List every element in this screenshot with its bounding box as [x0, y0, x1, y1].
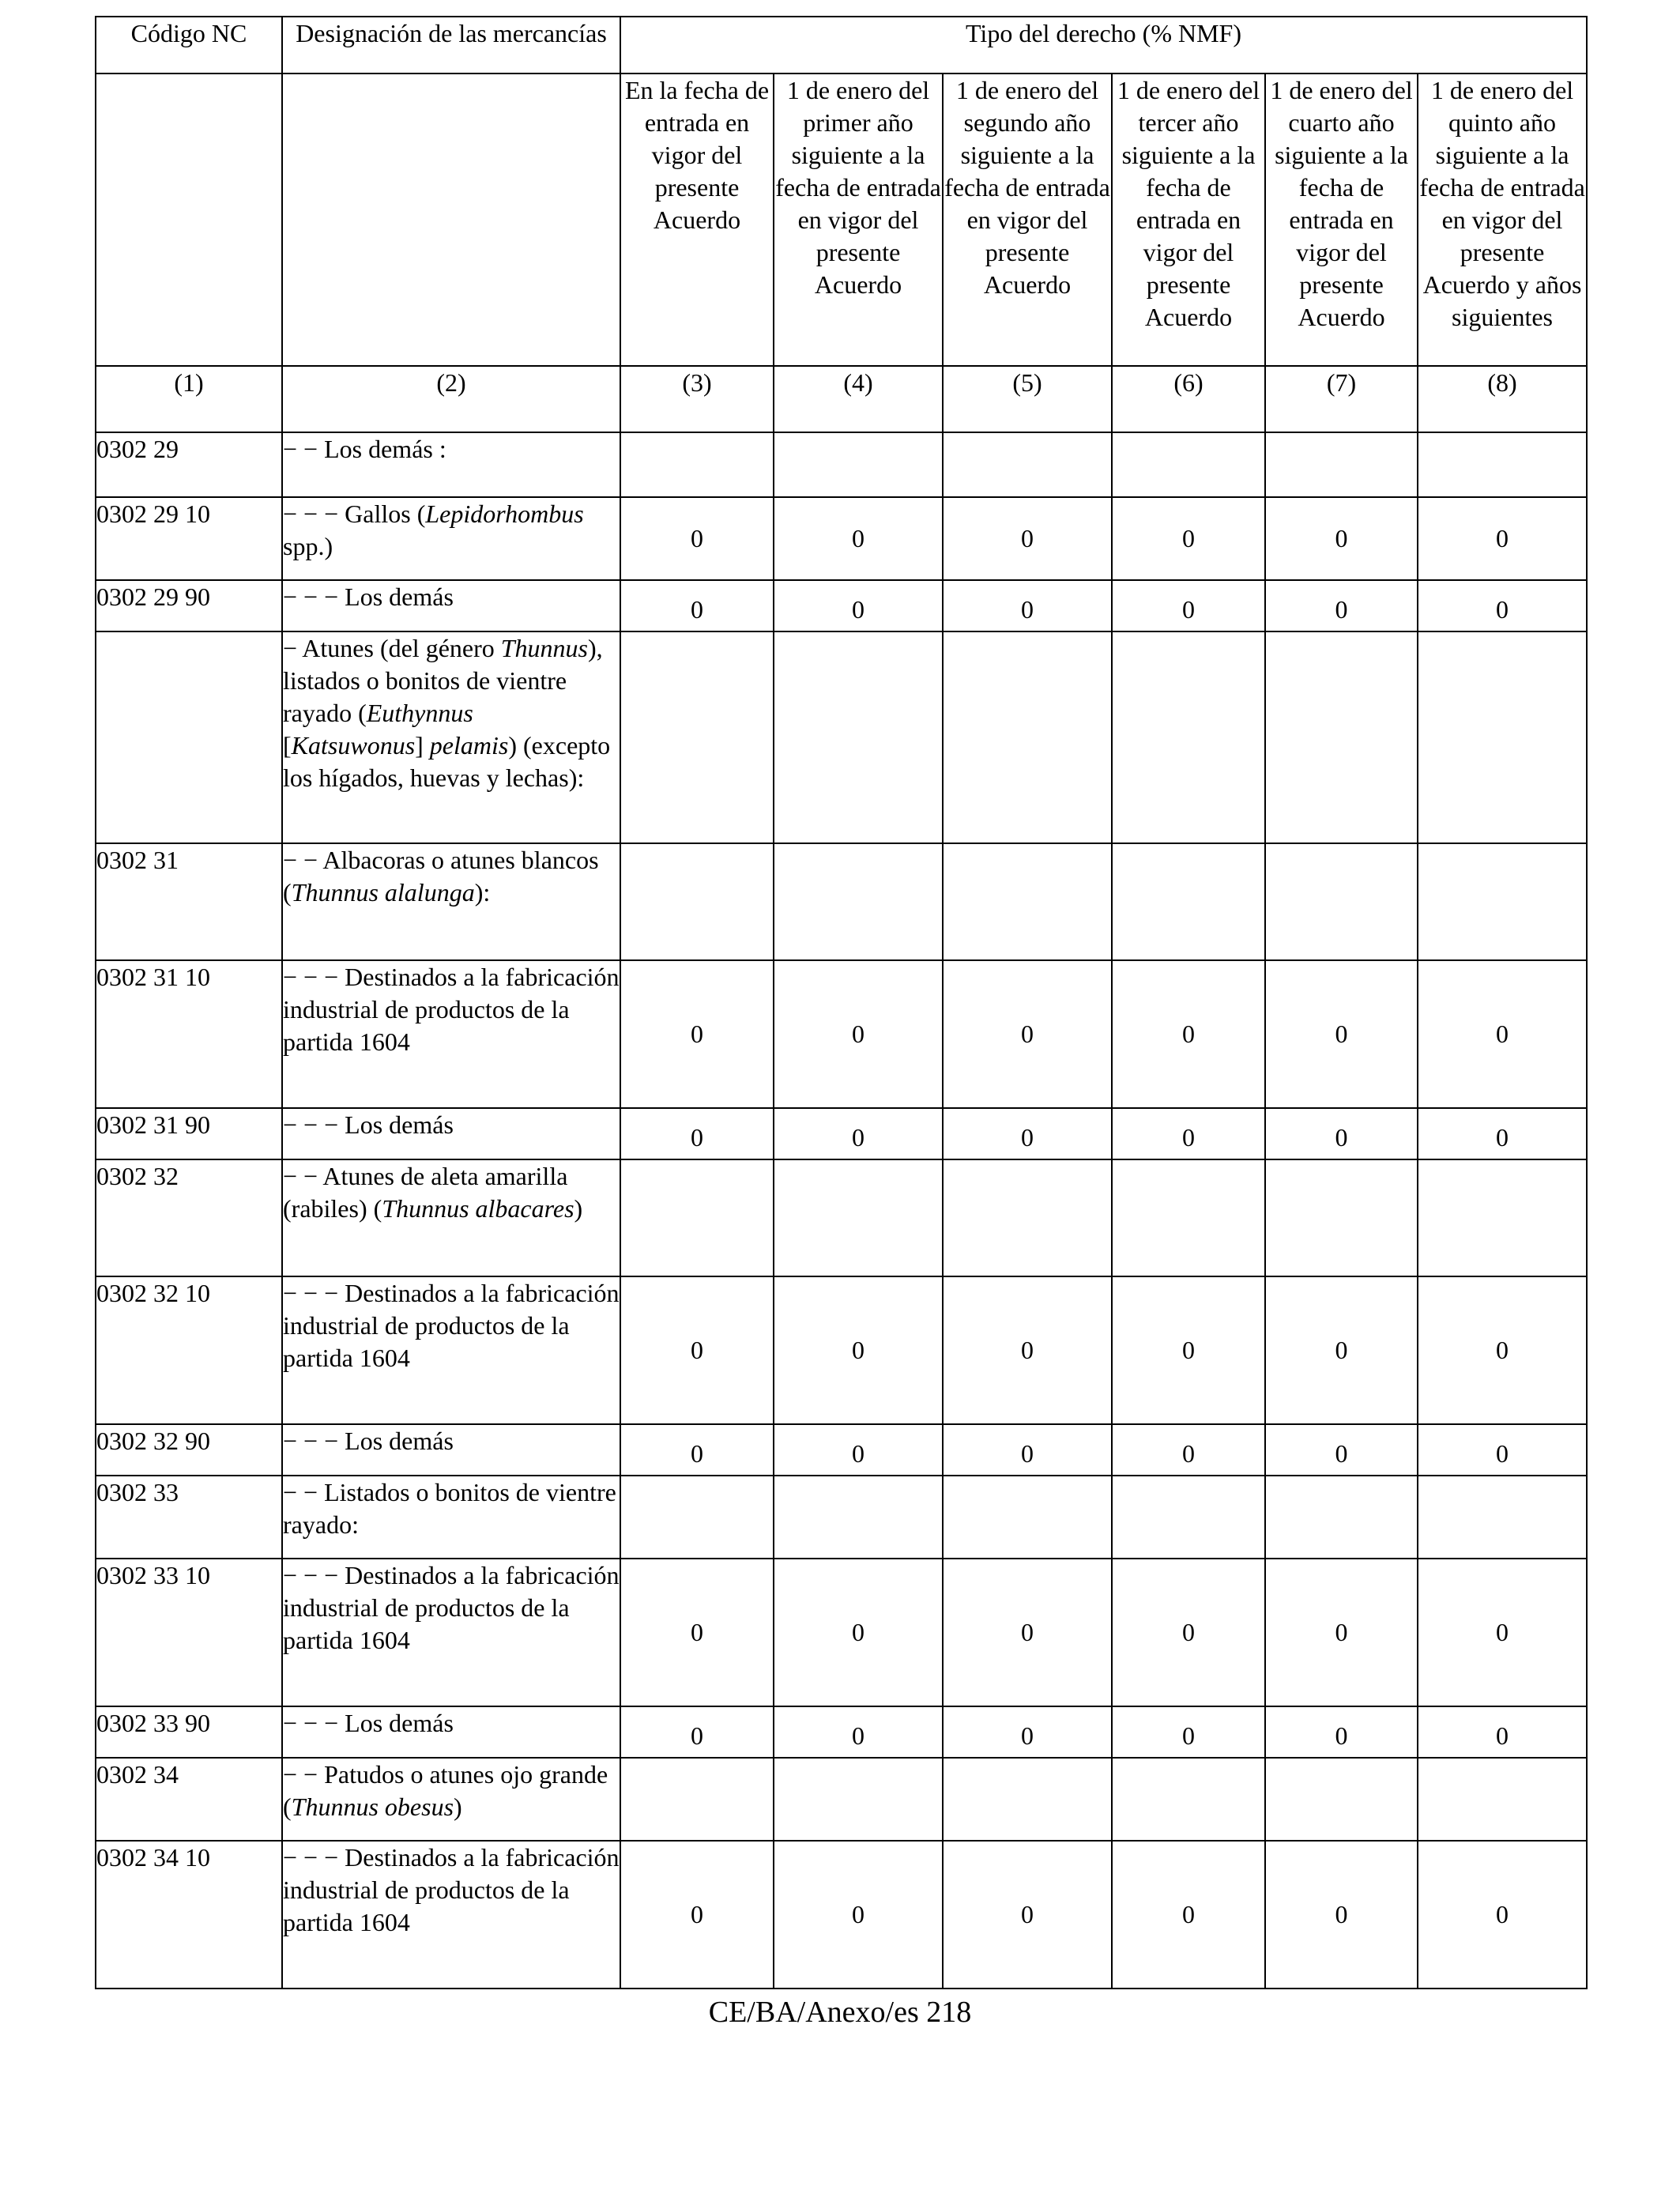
cn-code: 0302 32 90 [96, 1424, 282, 1476]
duty-rate: 0 [1112, 1276, 1265, 1424]
duty-rate [1112, 1476, 1265, 1559]
duty-rate: 0 [943, 1424, 1112, 1476]
duty-rate: 0 [620, 1424, 774, 1476]
goods-description: − − − Destinados a la fabricación industrial de productos de la partida 1604 [282, 1841, 620, 1989]
goods-description: − − Atunes de aleta amarilla (rabiles) (Thunnus albacares) [282, 1159, 620, 1276]
goods-description: − − Los demás : [282, 432, 620, 497]
duty-rate: 0 [1418, 1108, 1587, 1159]
duty-rate [1265, 1758, 1418, 1841]
table-row [96, 497, 1587, 580]
table-row [96, 843, 1587, 960]
duty-rate [943, 1758, 1112, 1841]
table-row [96, 580, 1587, 631]
col-number: (2) [282, 366, 620, 432]
col-number: (8) [1418, 366, 1587, 432]
cn-code: 0302 29 10 [96, 497, 282, 580]
duty-rate: 0 [1418, 1559, 1587, 1706]
goods-description: − − − Destinados a la fabricación industrial de productos de la partida 1604 [282, 1559, 620, 1706]
header-description: Designación de las mercancías [282, 17, 620, 74]
duty-rate: 0 [774, 1706, 943, 1758]
col-number: (1) [96, 366, 282, 432]
duty-rate: 0 [943, 1841, 1112, 1989]
duty-rate [1418, 1159, 1587, 1276]
duty-rate: 0 [1112, 1706, 1265, 1758]
duty-rate [1418, 1758, 1587, 1841]
cn-code: 0302 33 10 [96, 1559, 282, 1706]
goods-description: − − − Destinados a la fabricación industrial de productos de la partida 1604 [282, 960, 620, 1108]
cn-code [96, 631, 282, 843]
duty-rate: 0 [774, 1276, 943, 1424]
duty-rate: 0 [774, 1424, 943, 1476]
duty-rate [620, 1159, 774, 1276]
col-number: (6) [1112, 366, 1265, 432]
duty-rate: 0 [1265, 1276, 1418, 1424]
page-footer: CE/BA/Anexo/es 218 [708, 1996, 972, 2029]
duty-rate: 0 [1265, 580, 1418, 631]
duty-rate: 0 [943, 960, 1112, 1108]
table-row [96, 1159, 1587, 1276]
duty-rate: 0 [1112, 497, 1265, 580]
duty-rate [774, 631, 943, 843]
duty-rate [943, 631, 1112, 843]
duty-rate: 0 [1265, 1706, 1418, 1758]
duty-rate: 0 [620, 1841, 774, 1989]
header-stage: 1 de enero del tercer año siguiente a la fecha de entrada en vigor del presente Acuerdo [1112, 74, 1265, 366]
duty-rate [1112, 1758, 1265, 1841]
duty-rate [774, 1476, 943, 1559]
duty-rate: 0 [774, 497, 943, 580]
tariff-table [95, 16, 1588, 1989]
duty-rate: 0 [1112, 1108, 1265, 1159]
table-row [96, 1706, 1587, 1758]
duty-rate [1418, 432, 1587, 497]
duty-rate [1112, 843, 1265, 960]
goods-description: − Atunes (del género Thunnus), listados o bonitos de vientre rayado (Euthynnus [Katsuwonus] pelamis) (excepto los hígados, huevas y lechas): [282, 631, 620, 843]
duty-rate: 0 [1418, 960, 1587, 1108]
cn-code: 0302 32 [96, 1159, 282, 1276]
table-body [96, 432, 1587, 1989]
duty-rate [943, 432, 1112, 497]
duty-rate: 0 [1265, 1108, 1418, 1159]
cn-code: 0302 29 [96, 432, 282, 497]
duty-rate [620, 432, 774, 497]
duty-rate: 0 [1112, 1424, 1265, 1476]
header-stage: 1 de enero del segundo año siguiente a la fecha de entrada en vigor del presente Acuerdo [943, 74, 1112, 366]
goods-description: − − Patudos o atunes ojo grande (Thunnus obesus) [282, 1758, 620, 1841]
goods-description: − − Albacoras o atunes blancos (Thunnus alalunga): [282, 843, 620, 960]
table-row [96, 1276, 1587, 1424]
duty-rate: 0 [943, 1706, 1112, 1758]
goods-description: − − − Los demás [282, 1424, 620, 1476]
col-number: (7) [1265, 366, 1418, 432]
duty-rate: 0 [620, 497, 774, 580]
duty-rate [774, 843, 943, 960]
duty-rate [1418, 631, 1587, 843]
duty-rate: 0 [1265, 1841, 1418, 1989]
duty-rate: 0 [620, 580, 774, 631]
table-row [96, 1758, 1587, 1841]
duty-rate: 0 [943, 1108, 1112, 1159]
duty-rate: 0 [1112, 1559, 1265, 1706]
header-stage: 1 de enero del primer año siguiente a la fecha de entrada en vigor del presente Acuerdo [774, 74, 943, 366]
duty-rate [1112, 1159, 1265, 1276]
table-row [96, 1476, 1587, 1559]
table-row [96, 1841, 1587, 1989]
cn-code: 0302 34 [96, 1758, 282, 1841]
duty-rate: 0 [620, 1108, 774, 1159]
duty-rate: 0 [1418, 1841, 1587, 1989]
duty-rate [1418, 1476, 1587, 1559]
duty-rate [774, 432, 943, 497]
goods-description: − − − Los demás [282, 1108, 620, 1159]
cn-code: 0302 33 [96, 1476, 282, 1559]
duty-rate: 0 [1418, 1706, 1587, 1758]
duty-rate: 0 [1418, 580, 1587, 631]
cn-code: 0302 32 10 [96, 1276, 282, 1424]
goods-description: − − − Los demás [282, 580, 620, 631]
duty-rate: 0 [943, 497, 1112, 580]
header-stage: 1 de enero del cuarto año siguiente a la fecha de entrada en vigor del presente Acuerdo [1265, 74, 1418, 366]
duty-rate [620, 843, 774, 960]
table-row [96, 1424, 1587, 1476]
table-row [96, 960, 1587, 1108]
duty-rate: 0 [1112, 580, 1265, 631]
duty-rate: 0 [943, 1559, 1112, 1706]
duty-rate: 0 [1265, 1424, 1418, 1476]
duty-rate [1418, 843, 1587, 960]
duty-rate [774, 1159, 943, 1276]
header-rate: Tipo del derecho (% NMF) [620, 17, 1587, 74]
duty-rate: 0 [774, 1559, 943, 1706]
header-stage: 1 de enero del quinto año siguiente a la fecha de entrada en vigor del presente Acuerdo y años siguientes [1418, 74, 1587, 366]
duty-rate [620, 631, 774, 843]
duty-rate: 0 [620, 1706, 774, 1758]
cn-code: 0302 34 10 [96, 1841, 282, 1989]
duty-rate: 0 [1265, 497, 1418, 580]
table-row [96, 1108, 1587, 1159]
duty-rate [774, 1758, 943, 1841]
duty-rate [943, 1476, 1112, 1559]
col-number: (3) [620, 366, 774, 432]
duty-rate [1265, 432, 1418, 497]
goods-description: − − Listados o bonitos de vientre rayado: [282, 1476, 620, 1559]
duty-rate [1112, 432, 1265, 497]
duty-rate: 0 [774, 580, 943, 631]
cn-code: 0302 31 [96, 843, 282, 960]
duty-rate: 0 [943, 1276, 1112, 1424]
cn-code: 0302 31 10 [96, 960, 282, 1108]
duty-rate: 0 [1265, 960, 1418, 1108]
duty-rate [1265, 631, 1418, 843]
duty-rate: 0 [1112, 1841, 1265, 1989]
header-code: Código NC [96, 17, 282, 74]
duty-rate: 0 [1418, 1276, 1587, 1424]
goods-description: − − − Gallos (Lepidorhombus spp.) [282, 497, 620, 580]
col-number: (4) [774, 366, 943, 432]
duty-rate [1265, 1159, 1418, 1276]
duty-rate [620, 1758, 774, 1841]
duty-rate [943, 843, 1112, 960]
duty-rate: 0 [620, 1276, 774, 1424]
cn-code: 0302 31 90 [96, 1108, 282, 1159]
cn-code: 0302 29 90 [96, 580, 282, 631]
cn-code: 0302 33 90 [96, 1706, 282, 1758]
goods-description: − − − Los demás [282, 1706, 620, 1758]
duty-rate: 0 [774, 1841, 943, 1989]
header-blank-code [96, 74, 282, 366]
duty-rate: 0 [774, 1108, 943, 1159]
duty-rate: 0 [1418, 1424, 1587, 1476]
duty-rate: 0 [943, 580, 1112, 631]
duty-rate: 0 [1112, 960, 1265, 1108]
table-row [96, 432, 1587, 497]
duty-rate: 0 [620, 1559, 774, 1706]
header-stage: En la fecha de entrada en vigor del presente Acuerdo [620, 74, 774, 366]
duty-rate [1265, 843, 1418, 960]
duty-rate: 0 [1265, 1559, 1418, 1706]
col-number: (5) [943, 366, 1112, 432]
header-blank-desc [282, 74, 620, 366]
goods-description: − − − Destinados a la fabricación industrial de productos de la partida 1604 [282, 1276, 620, 1424]
duty-rate: 0 [620, 960, 774, 1108]
duty-rate [943, 1159, 1112, 1276]
duty-rate: 0 [1418, 497, 1587, 580]
duty-rate [620, 1476, 774, 1559]
table-row [96, 631, 1587, 843]
duty-rate [1112, 631, 1265, 843]
table-row [96, 1559, 1587, 1706]
duty-rate [1265, 1476, 1418, 1559]
duty-rate: 0 [774, 960, 943, 1108]
